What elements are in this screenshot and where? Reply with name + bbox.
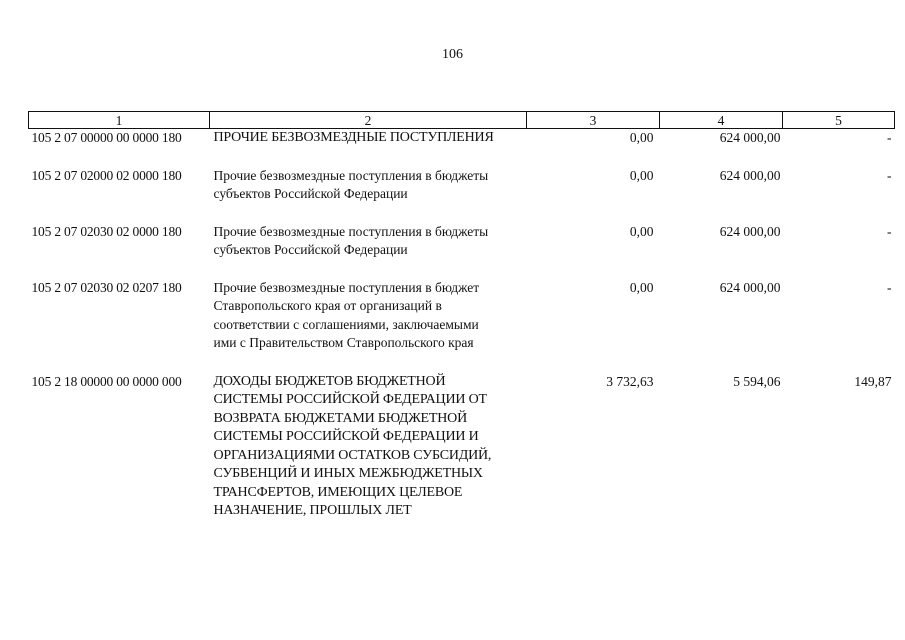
row-name	[210, 373, 527, 521]
row-value-col5: -	[887, 167, 892, 183]
table-row	[29, 167, 895, 204]
row-name-line: Прочие безвозмездные поступления в бюджеты	[213, 167, 489, 183]
row-name-line: ВОЗВРАТА БЮДЖЕТАМИ БЮДЖЕТНОЙ	[213, 410, 467, 426]
column-header-2: 2	[210, 112, 527, 129]
row-name-line: субъектов Российской Федерации	[213, 242, 408, 257]
row-value-col4: 624 000,00	[719, 167, 781, 183]
page-number: 106	[442, 47, 463, 62]
row-name	[210, 223, 527, 260]
row-name-line: ТРАНСФЕРТОВ, ИМЕЮЩИХ ЦЕЛЕВОЕ	[213, 484, 463, 500]
row-code: 105 2 07 00000 00 0000 180	[31, 130, 182, 145]
table-row	[29, 373, 895, 521]
row-name-line: ОРГАНИЗАЦИЯМИ ОСТАТКОВ СУБСИДИЙ,	[213, 447, 492, 463]
row-name-line: Ставропольского края от организаций в	[213, 298, 442, 313]
row-name	[210, 129, 527, 148]
table-header-row	[29, 112, 895, 129]
row-name-line: соответствии с соглашениями, заключаемыми	[213, 316, 479, 332]
row-name-line: ДОХОДЫ БЮДЖЕТОВ БЮДЖЕТНОЙ	[213, 373, 446, 389]
table-row	[29, 279, 895, 353]
row-value-col3: 0,00	[629, 279, 654, 295]
row-value-col4: 624 000,00	[719, 223, 781, 239]
row-code: 105 2 18 00000 00 0000 000	[31, 373, 182, 389]
row-name-line: НАЗНАЧЕНИЕ, ПРОШЛЫХ ЛЕТ	[213, 503, 412, 518]
column-header-3: 3	[527, 112, 660, 129]
row-name-line: Прочие безвозмездные поступления в бюджет	[213, 279, 480, 295]
revenue-table	[28, 111, 895, 521]
row-value-col3: 0,00	[629, 223, 654, 239]
row-name	[210, 167, 527, 204]
row-value-col5: -	[887, 223, 892, 239]
row-value-col4: 5 594,06	[733, 373, 781, 389]
row-code: 105 2 07 02000 02 0000 180	[31, 167, 182, 183]
table-row	[29, 223, 895, 260]
row-value-col3: 0,00	[629, 130, 654, 145]
row-value-col5: 149,87	[854, 373, 892, 389]
row-name-line: СИСТЕМЫ РОССИЙСКОЙ ФЕДЕРАЦИИ И	[213, 429, 479, 444]
row-code: 105 2 07 02030 02 0000 180	[31, 223, 182, 239]
row-value-col3: 0,00	[629, 167, 654, 183]
row-name-line: СИСТЕМЫ РОССИЙСКОЙ ФЕДЕРАЦИИ ОТ	[213, 392, 487, 407]
row-value-col3: 3 732,63	[606, 373, 654, 389]
column-header-4: 4	[660, 112, 783, 129]
row-name-line: ПРОЧИЕ БЕЗВОЗМЕЗДНЫЕ ПОСТУПЛЕНИЯ	[213, 130, 494, 145]
row-name-line: Прочие безвозмездные поступления в бюджеты	[213, 223, 489, 239]
row-name-line: субъектов Российской Федерации	[213, 186, 408, 201]
row-value-col5: -	[887, 130, 892, 145]
column-header-5: 5	[783, 112, 895, 129]
table-row	[29, 129, 895, 148]
row-code: 105 2 07 02030 02 0207 180	[31, 279, 182, 295]
row-name	[210, 279, 527, 353]
row-value-col4: 624 000,00	[719, 130, 781, 145]
row-value-col5: -	[887, 279, 892, 295]
row-value-col4: 624 000,00	[719, 279, 781, 295]
row-name-line: СУБВЕНЦИЙ И ИНЫХ МЕЖБЮДЖЕТНЫХ	[213, 466, 483, 481]
row-name-line: ими с Правительством Ставропольского края	[213, 335, 474, 350]
column-header-1: 1	[29, 112, 210, 129]
